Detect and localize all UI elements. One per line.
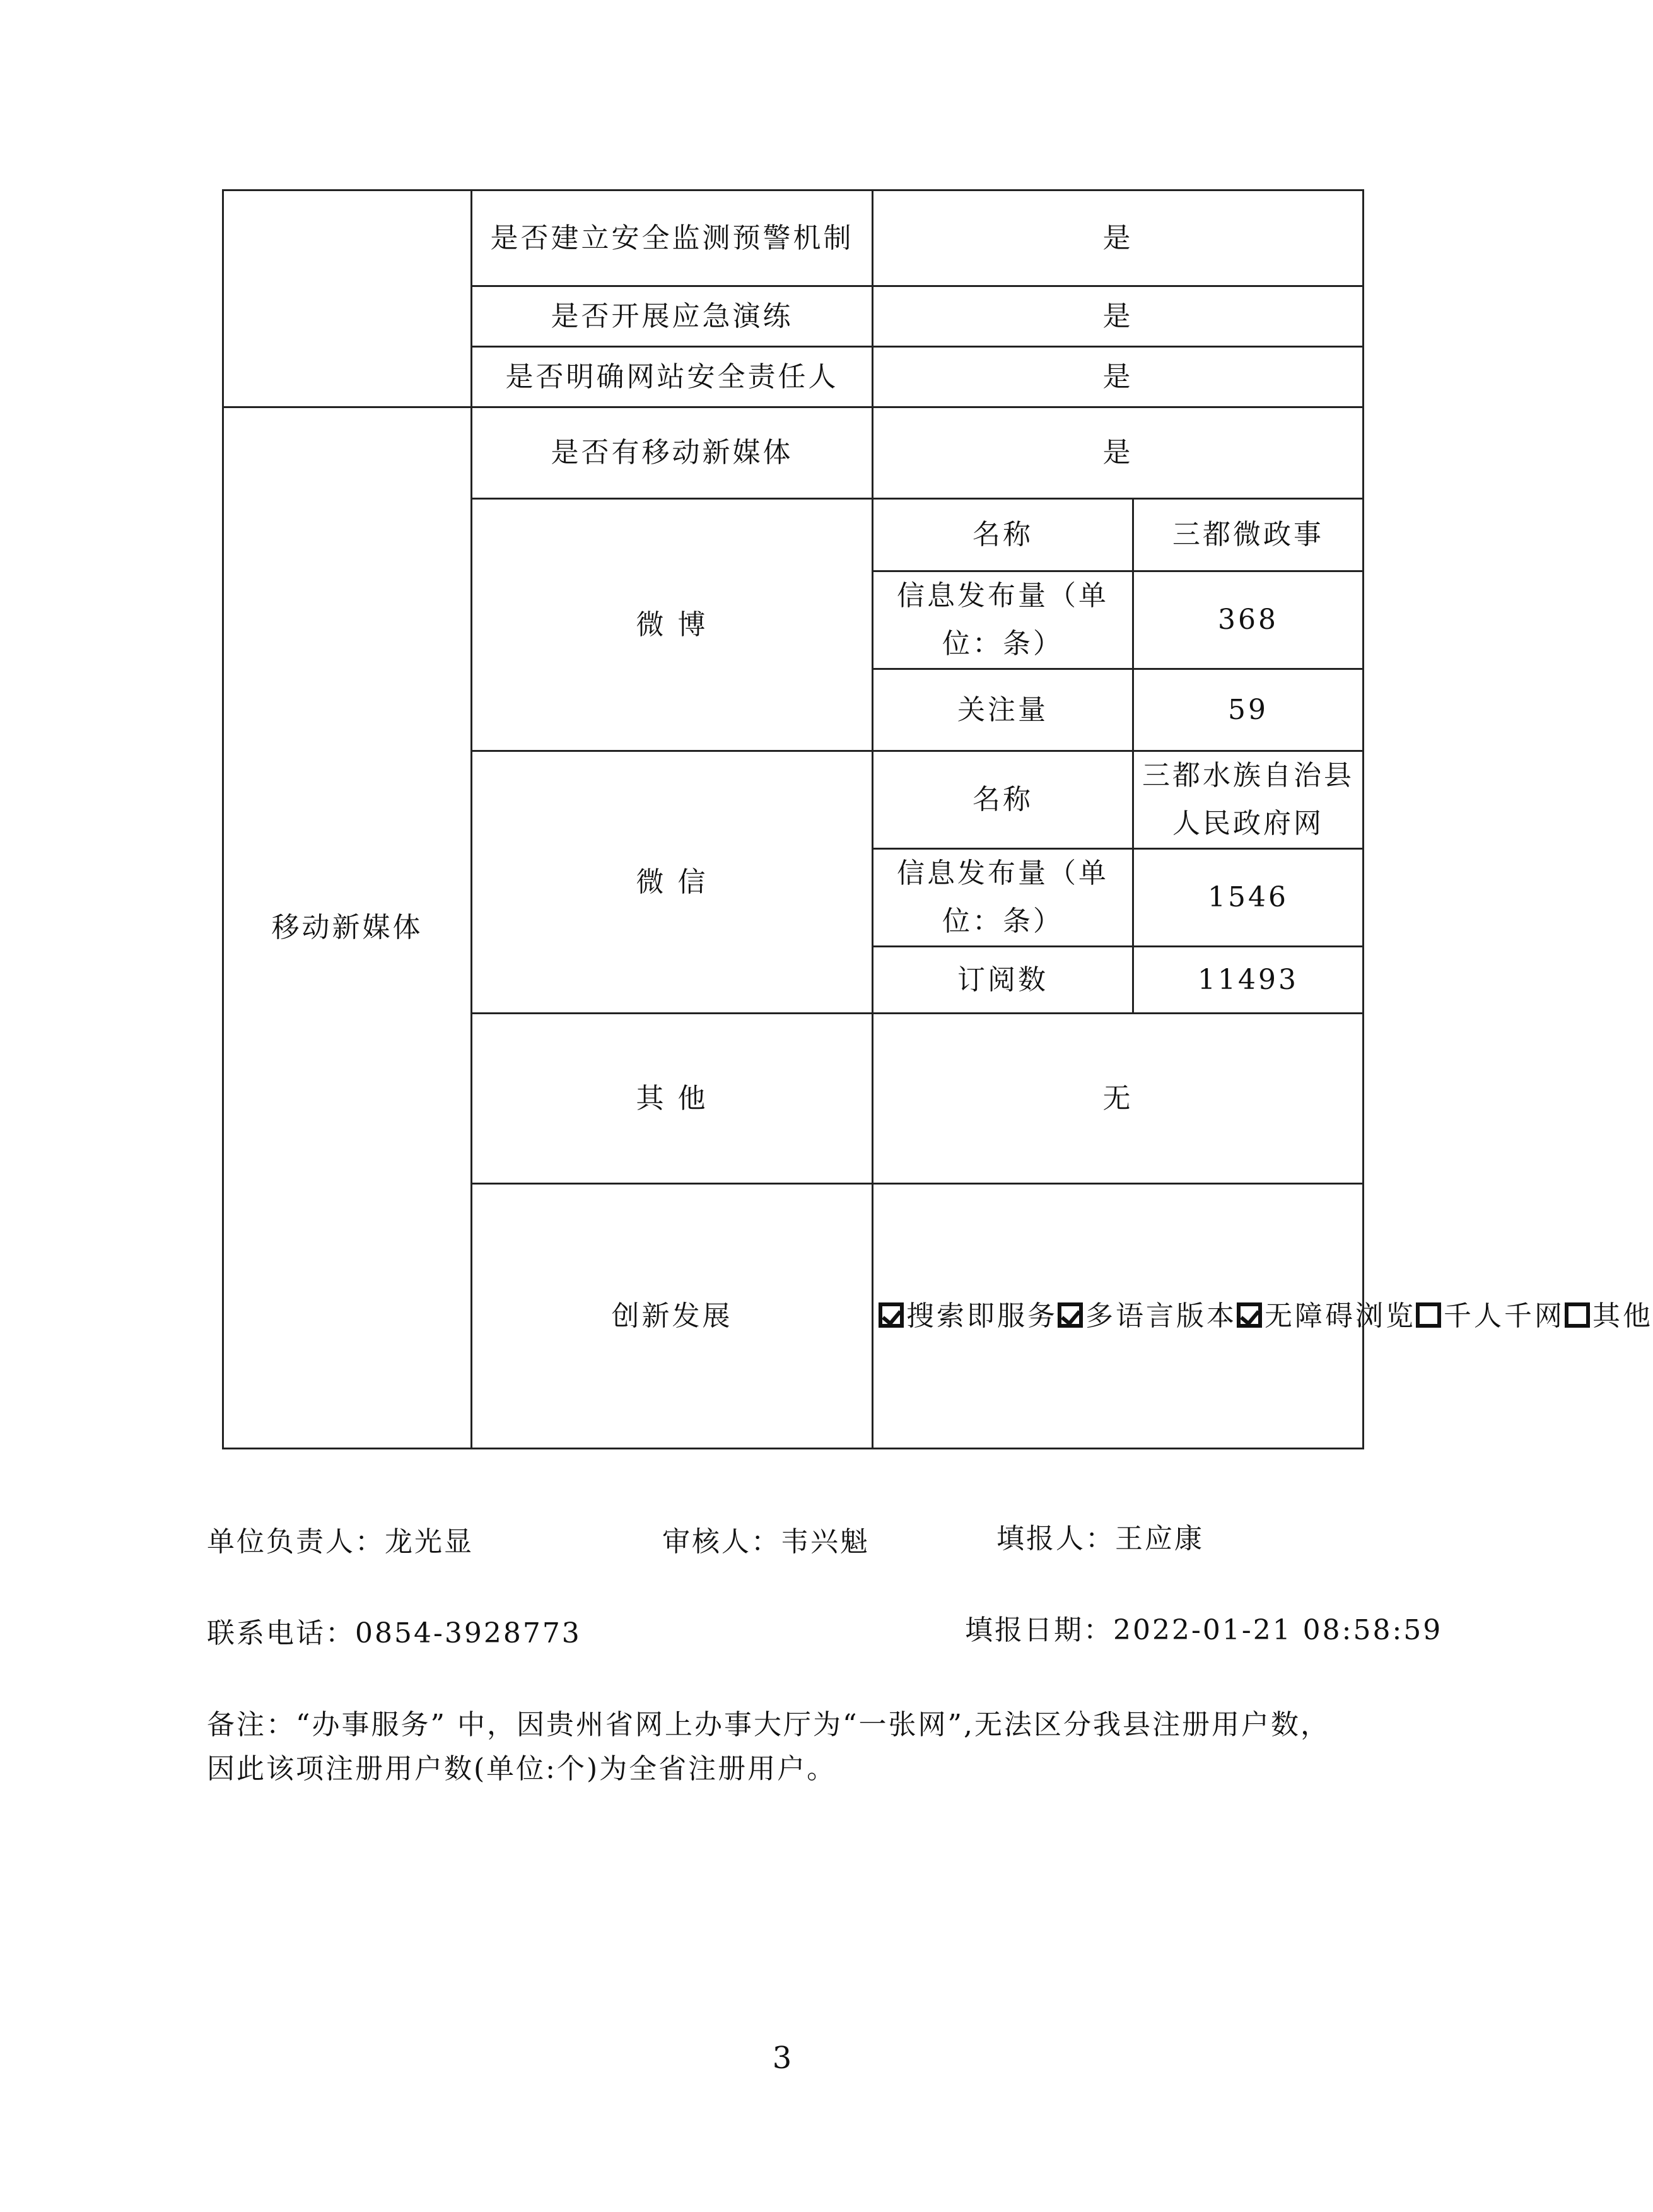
weibo-label: 微 博 xyxy=(472,499,873,751)
page-number: 3 xyxy=(772,2040,792,2076)
wechat-posts-label: 信息发布量（单位：条） xyxy=(873,849,1133,947)
option-accessibility-label: 无障碍浏览 xyxy=(1265,1299,1416,1332)
option-personalized xyxy=(1416,1300,1565,1332)
responsible-label: 是否明确网站安全责任人 xyxy=(472,347,873,407)
has-media-value: 是 xyxy=(873,407,1364,499)
remark-note: 备注：“办事服务” 中，因贵州省网上办事大厅为“一张网”,无法区分我县注册用户数，因此该项注册用户数(单位:个)为全省注册用户。 xyxy=(207,1709,1330,1785)
weibo-followers-value: 59 xyxy=(1133,669,1364,751)
checkbox-search-service xyxy=(879,1302,904,1328)
weibo-posts-value: 368 xyxy=(1133,571,1364,669)
checkbox-personalized xyxy=(1416,1302,1441,1328)
reviewer: 审核人：韦兴魁 xyxy=(662,1526,870,1558)
option-accessibility xyxy=(1237,1300,1416,1332)
responsible-value: 是 xyxy=(873,347,1364,407)
monitoring-label: 是否建立安全监测预警机制 xyxy=(472,190,873,286)
option-multilingual xyxy=(1058,1300,1237,1332)
security-section-cell xyxy=(223,190,472,407)
drill-value: 是 xyxy=(873,286,1364,347)
other-value: 无 xyxy=(873,1014,1364,1184)
option-other xyxy=(1565,1300,1653,1332)
other-label: 其 他 xyxy=(472,1014,873,1184)
wechat-name-value: 三都水族自治县人民政府网 xyxy=(1133,751,1364,849)
mobile-media-section-label: 移动新媒体 xyxy=(223,407,472,1449)
weibo-name-label: 名称 xyxy=(873,499,1133,571)
checkbox-accessibility xyxy=(1237,1302,1262,1328)
checkbox-other xyxy=(1565,1302,1590,1328)
filler: 填报人：王应康 xyxy=(996,1523,1204,1555)
unit-head: 单位负责人：龙光显 xyxy=(207,1526,474,1558)
contact-phone: 联系电话：0854-3928773 xyxy=(207,1617,581,1649)
wechat-posts-value: 1546 xyxy=(1133,849,1364,947)
monitoring-value: 是 xyxy=(873,190,1364,286)
weibo-name-value: 三都微政事 xyxy=(1133,499,1364,571)
drill-label: 是否开展应急演练 xyxy=(472,286,873,347)
wechat-subscribers-value: 11493 xyxy=(1133,947,1364,1014)
wechat-label: 微 信 xyxy=(472,751,873,1014)
option-search-service-label: 搜索即服务 xyxy=(906,1299,1058,1332)
report-date: 填报日期：2022-01-21 08:58:59 xyxy=(965,1614,1443,1646)
checkbox-multilingual xyxy=(1058,1302,1083,1328)
has-media-label: 是否有移动新媒体 xyxy=(472,407,873,499)
option-personalized-label: 千人千网 xyxy=(1444,1299,1565,1332)
innovation-options xyxy=(873,1184,1653,1449)
report-table xyxy=(222,189,1653,1449)
wechat-subscribers-label: 订阅数 xyxy=(873,947,1133,1014)
option-multilingual-label: 多语言版本 xyxy=(1085,1299,1237,1332)
weibo-posts-label: 信息发布量（单位：条） xyxy=(873,571,1133,669)
innovation-label: 创新发展 xyxy=(472,1184,873,1449)
option-search-service xyxy=(879,1300,1058,1332)
weibo-followers-label: 关注量 xyxy=(873,669,1133,751)
wechat-name-label: 名称 xyxy=(873,751,1133,849)
option-other-label: 其他 xyxy=(1592,1299,1653,1332)
